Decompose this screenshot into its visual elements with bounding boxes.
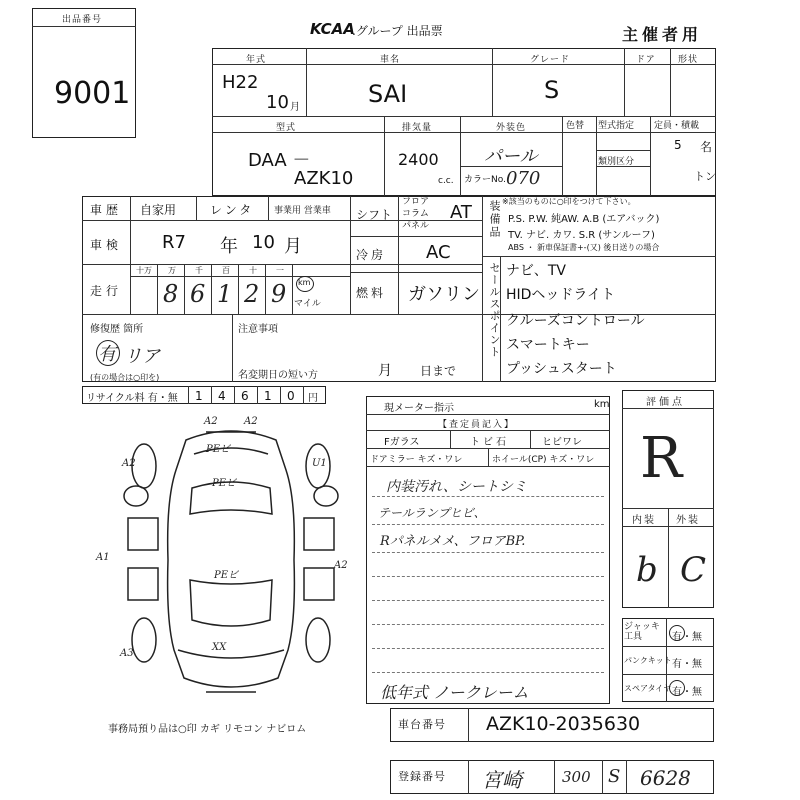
score-value: R [640, 426, 683, 491]
plate-label: 登録番号 [398, 770, 446, 783]
damage-mark: A1 [96, 552, 110, 563]
inspection-era: R7 [162, 232, 186, 253]
selling-points-label: セールスポイント [488, 262, 501, 358]
color-change-header: 色替 [566, 121, 585, 131]
glass-label: Fガラス [384, 437, 420, 448]
capacity-unit: 名 [700, 140, 713, 154]
mileage-digit: 2 [244, 280, 260, 308]
equipment-note: ※該当のものに○印をつけて下さい。 [502, 197, 636, 206]
exterior-value: C [680, 550, 707, 590]
equipment-label: 装備品 [488, 200, 501, 239]
plate-kana: S [608, 766, 621, 787]
mileage-label: 走行 [90, 284, 123, 298]
interior-label: 内装 [632, 515, 656, 526]
damage-mark: A2 [204, 416, 218, 427]
shift-label: シフト [356, 208, 393, 222]
office-note: 事務局預り品は○印 カギ リモコン ナビロム [108, 724, 307, 735]
damage-mark: XX [212, 642, 227, 653]
inspector-header: 【査定員記入】 [438, 420, 516, 430]
fuel-value: ガソリン [408, 284, 480, 305]
damage-mark: PEビ [212, 478, 237, 489]
repair-note: (有の場合は○印を) [90, 373, 160, 382]
report-note: Rパネルメメ、フロアBP. [380, 534, 526, 549]
crack-label: ヒビワレ [542, 437, 582, 448]
damage-mark: A2 [122, 458, 136, 469]
inspection-label: 車検 [90, 238, 123, 252]
report-note: テールランプヒビ、 [378, 506, 486, 520]
vehicle-name: SAI [368, 80, 408, 108]
selling-point: HIDヘッドライト [506, 287, 616, 303]
inspection-month: 10 [252, 232, 275, 253]
equipment-line2: TV. ナビ. カワ. S.R (サンルーフ) [508, 230, 655, 241]
chip-label: トビ石 [470, 437, 509, 448]
short-reg-day-unit: 日まで [420, 364, 457, 378]
equipment-line3: ABS ・ 新車保証書+-(又) 後日送りの場合 [508, 243, 660, 252]
chassis-number: AZK10-2035630 [486, 713, 641, 735]
selling-point: クルーズコントロール [506, 313, 645, 329]
color-code-label: カラーNo. [464, 175, 506, 185]
exterior-color-header: 外装色 [496, 123, 527, 133]
door-header: ドア [636, 55, 656, 65]
shift-floor: フロア [402, 197, 430, 207]
repair-label: 修復歴 箇所 [90, 324, 144, 335]
shift-panel: パネル [402, 221, 430, 231]
short-reg-label: 名変期日の短い方 [238, 370, 318, 381]
year-header: 年式 [246, 55, 267, 65]
mileage-digit-label: 一 [276, 266, 284, 275]
exterior-label: 外装 [676, 515, 700, 526]
spare-value: 有・無 [672, 687, 702, 698]
spare-label: スペアタイヤ [624, 684, 672, 693]
capacity-header: 定員・積載 [654, 121, 700, 131]
ac-value: AC [426, 242, 451, 263]
report-note: 内装汚れ、シートシミ [386, 479, 527, 495]
mileage-digit: 9 [271, 280, 287, 308]
mileage-digit-label: 十万 [136, 266, 152, 275]
inspection-year-unit: 年 [220, 236, 238, 257]
puncture-label: パンクキット [624, 656, 672, 665]
recycle-digit: 1 [195, 389, 203, 403]
recycle-digit: 4 [218, 389, 226, 403]
jack-value: 有・無 [672, 632, 702, 643]
selling-point: ナビ、TV [506, 263, 566, 279]
exterior-color-value: パール [484, 146, 538, 167]
spare-circle [669, 680, 685, 696]
type-designation-header: 型式指定 [598, 121, 635, 131]
commercial: 事業用 営業車 [274, 206, 331, 216]
recycle-unit: 円 [308, 393, 318, 404]
damage-mark: PEビ [206, 444, 231, 455]
model-code: AZK10 [294, 168, 354, 189]
model-prefix: DAA － [248, 150, 311, 171]
shift-column: コラム [402, 209, 429, 219]
chassis-label: 車台番号 [398, 718, 446, 731]
history-label: 車歴 [90, 203, 123, 217]
inspection-month-unit: 月 [284, 236, 302, 257]
jack-circle [669, 625, 685, 641]
lot-number: 9001 [54, 76, 131, 111]
puncture-value: 有・無 [672, 659, 702, 670]
vehicle-grade: S [544, 76, 560, 104]
mirror-label: ドアミラー キズ・ワレ [370, 455, 463, 465]
recycle-digit: 0 [287, 389, 295, 403]
repair-location: リア [124, 346, 160, 367]
shift-value: AT [450, 202, 472, 223]
damage-mark: A2 [334, 560, 348, 571]
damage-mark: PEビ [214, 570, 239, 581]
classification-header: 類別区分 [598, 157, 635, 167]
unit-mile: マイル [294, 299, 321, 309]
mileage-digit-label: 万 [168, 266, 176, 275]
equipment-line1: P.S. P.W. 純AW. A.B (エアバック) [508, 214, 660, 225]
interior-value: b [636, 550, 658, 590]
plate-number: 6628 [640, 766, 691, 790]
capacity-value: 5 [674, 138, 682, 152]
recycle-digit: 1 [264, 389, 272, 403]
score-label: 評価点 [646, 397, 685, 408]
mileage-digit: 8 [163, 280, 179, 308]
meter-label: 現メーター指示 [384, 403, 454, 414]
displacement-value: 2400 [398, 150, 439, 169]
lot-label: 出品番号 [62, 15, 103, 25]
repair-value: 有 [98, 344, 116, 365]
ac-label: 冷房 [356, 248, 387, 262]
car-damage-diagram [96, 410, 366, 710]
mileage-digit-label: 十 [249, 266, 257, 275]
report-final-note: 低年式 ノークレーム [380, 683, 529, 702]
meter-unit: km [594, 399, 610, 410]
model-header: 型式 [276, 123, 297, 133]
displacement-header: 排気量 [402, 123, 433, 133]
selling-point: プッシュスタート [506, 361, 617, 377]
year-month: 10 [266, 92, 289, 113]
load-unit: トン [694, 170, 716, 183]
wheel-label: ホイール(CP) キズ・ワレ [492, 455, 595, 465]
year-era: H22 [222, 72, 259, 93]
jack-label: ジャッキ工具 [624, 622, 660, 642]
short-reg-month-unit: 月 [378, 363, 392, 379]
shape-header: 形状 [678, 55, 699, 65]
damage-mark: A2 [244, 416, 258, 427]
displacement-unit: c.c. [438, 176, 454, 186]
sheet-title: .グループ 出品票 [352, 24, 443, 38]
mileage-digit-label: 千 [195, 266, 203, 275]
color-code-value: 070 [506, 168, 541, 189]
lot-box [32, 8, 136, 138]
name-header: 車名 [380, 55, 401, 65]
fuel-label: 燃料 [356, 286, 387, 300]
plate-class: 300 [562, 768, 591, 786]
mileage-digit-label: 百 [222, 266, 230, 275]
notes-label: 注意事項 [238, 324, 278, 335]
unit-km: km [298, 278, 311, 287]
private-use: 自家用 [140, 203, 177, 217]
plate-region: 宮崎 [482, 768, 522, 792]
mileage-digit: 1 [217, 280, 233, 308]
organizer-label: 主催者用 [622, 25, 703, 44]
selling-point: スマートキー [506, 337, 590, 353]
rental: レンタ [210, 203, 255, 217]
damage-mark: A3 [120, 648, 134, 659]
mileage-digit: 6 [190, 280, 206, 308]
brand-logo: KCAA [310, 20, 355, 38]
damage-mark: U1 [312, 458, 327, 469]
recycle-digit: 6 [241, 389, 249, 403]
year-month-unit: 月 [290, 102, 300, 113]
grade-header: グレード [530, 55, 571, 65]
recycle-label: リサイクル料 有・無 [86, 393, 178, 404]
